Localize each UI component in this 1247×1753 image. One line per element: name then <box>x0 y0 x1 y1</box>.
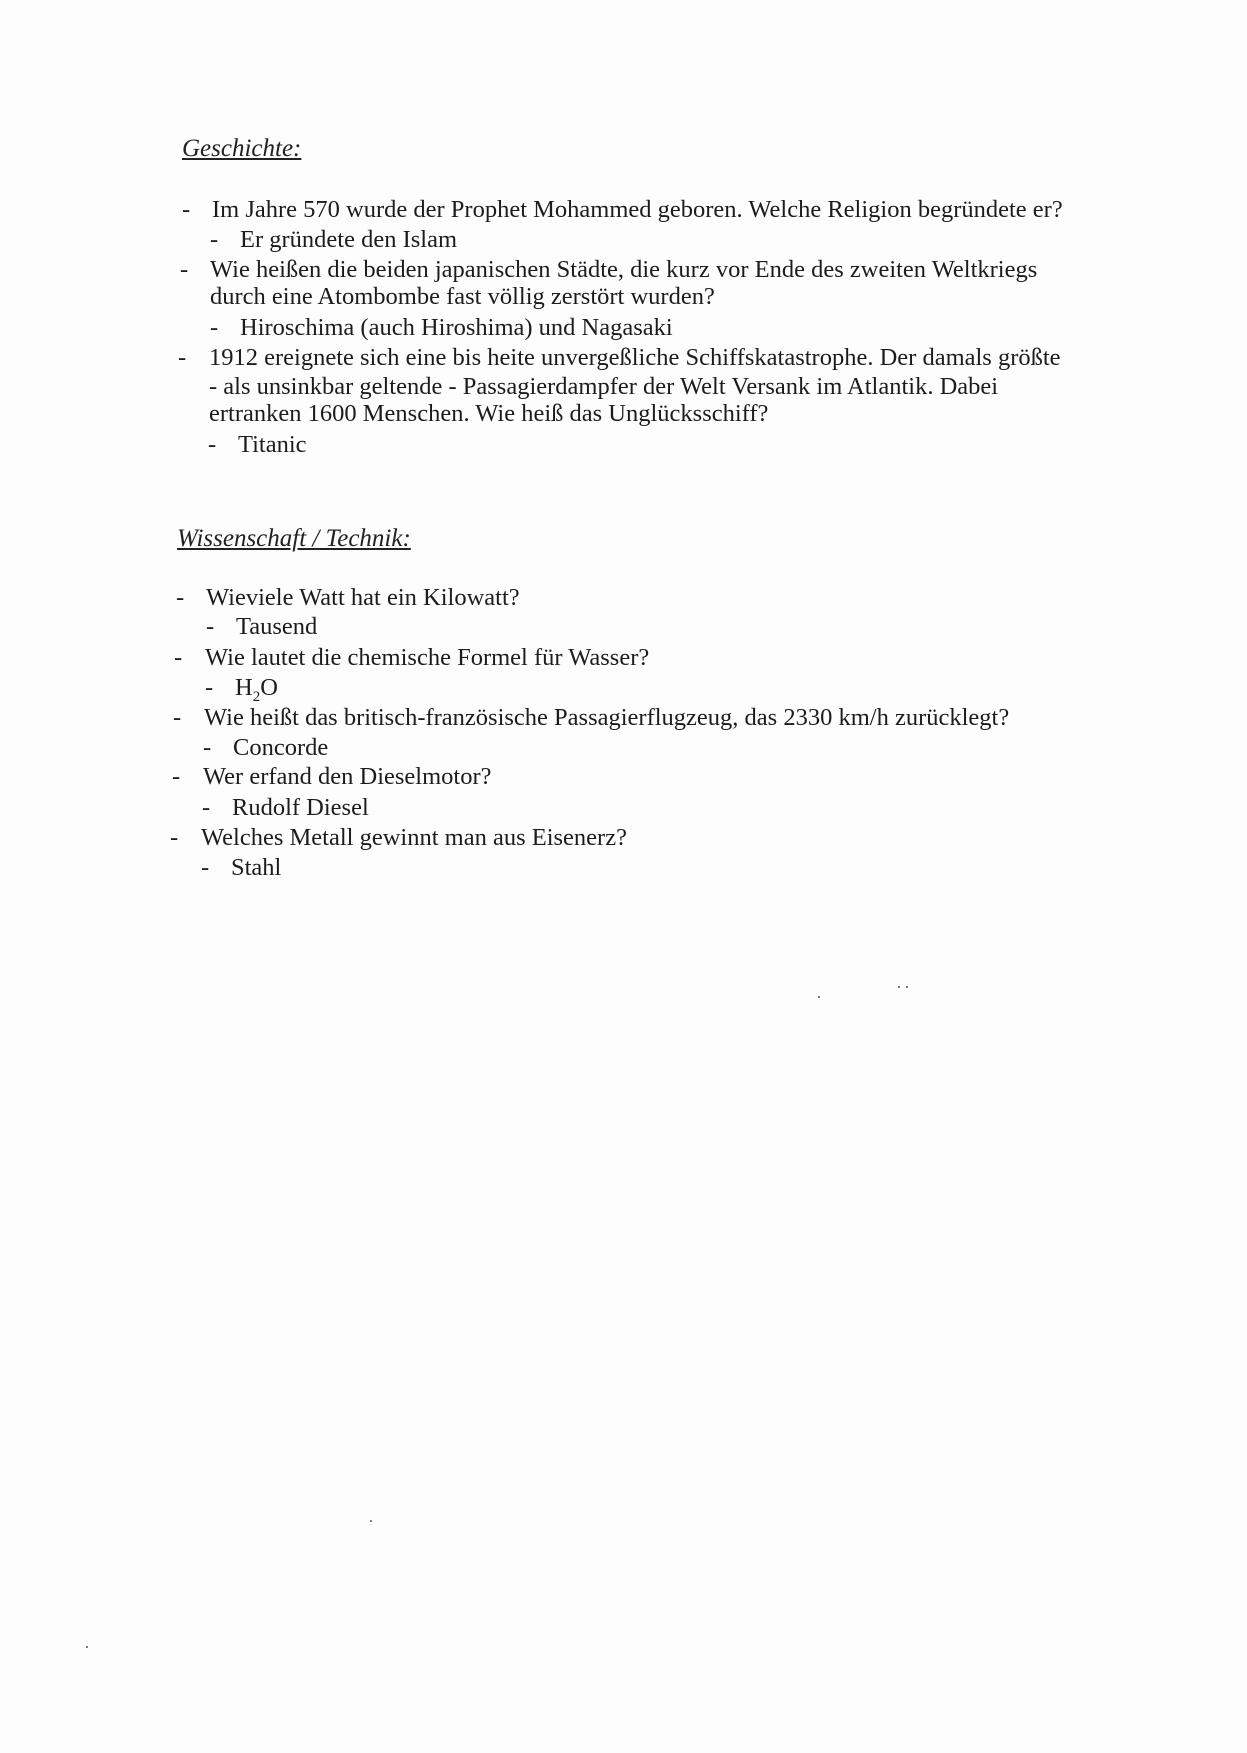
answer-bullet: - <box>210 226 219 253</box>
formula-h: H <box>235 674 253 701</box>
question-text: Wie heißen die beiden japanischen Städte, die kurz vor Ende des zweiten Weltkriegs <box>210 256 1038 283</box>
question-text: - als unsinkbar geltende - Passagierdampfer der Welt Versank im Atlantik. Dabei <box>209 373 999 400</box>
question-text: Welches Metall gewinnt man aus Eisenerz? <box>201 824 627 851</box>
question-bullet: - <box>180 256 189 283</box>
answer-text: Titanic <box>238 431 307 458</box>
question-text: 1912 ereignete sich eine bis heite unvergeßliche Schiffskatastrophe. Der damals größte <box>209 344 1061 371</box>
answer-text: Concorde <box>233 734 329 761</box>
scan-speck <box>818 996 820 998</box>
question-bullet: - <box>174 644 183 671</box>
question-bullet: - <box>176 584 185 611</box>
question-text: durch eine Atombombe fast völlig zerstört wurden? <box>210 283 715 310</box>
question-text: Wie heißt das britisch-französische Passagierflugzeug, das 2330 km/h zurücklegt? <box>204 704 1010 731</box>
answer-bullet: - <box>202 794 211 821</box>
question-bullet: - <box>172 763 181 790</box>
question-text: Im Jahre 570 wurde der Prophet Mohammed geboren. Welche Religion begründete er? <box>212 196 1063 223</box>
answer-text: Er gründete den Islam <box>240 226 458 253</box>
section-heading-geschichte: Geschichte: <box>182 135 302 162</box>
question-bullet: - <box>182 196 191 223</box>
question-bullet: - <box>173 704 182 731</box>
answer-text: Hiroschima (auch Hiroshima) und Nagasaki <box>240 314 673 341</box>
answer-bullet: - <box>206 613 215 640</box>
answer-text: Stahl <box>231 854 282 881</box>
question-text: ertranken 1600 Menschen. Wie heiß das Unglücksschiff? <box>209 400 769 427</box>
question-text: Wieviele Watt hat ein Kilowatt? <box>206 584 520 611</box>
answer-bullet: - <box>201 854 210 881</box>
formula-o: O <box>260 674 278 701</box>
scan-speck <box>906 986 908 988</box>
question-text: Wer erfand den Dieselmotor? <box>203 763 492 790</box>
answer-bullet: - <box>203 734 212 761</box>
answer-bullet: - <box>210 314 219 341</box>
scan-speck <box>86 1646 88 1648</box>
answer-bullet: - <box>205 674 214 701</box>
answer-text: Rudolf Diesel <box>232 794 369 821</box>
scan-speck <box>898 986 900 988</box>
section-heading-wissenschaft-technik: Wissenschaft / Technik: <box>177 525 411 552</box>
answer-bullet: - <box>208 431 217 458</box>
formula-subscript: 2 <box>252 688 261 705</box>
answer-text: Tausend <box>236 613 318 640</box>
question-bullet: - <box>178 344 187 371</box>
question-bullet: - <box>170 824 179 851</box>
question-text: Wie lautet die chemische Formel für Wasser? <box>205 644 650 671</box>
scan-speck <box>370 1520 372 1522</box>
